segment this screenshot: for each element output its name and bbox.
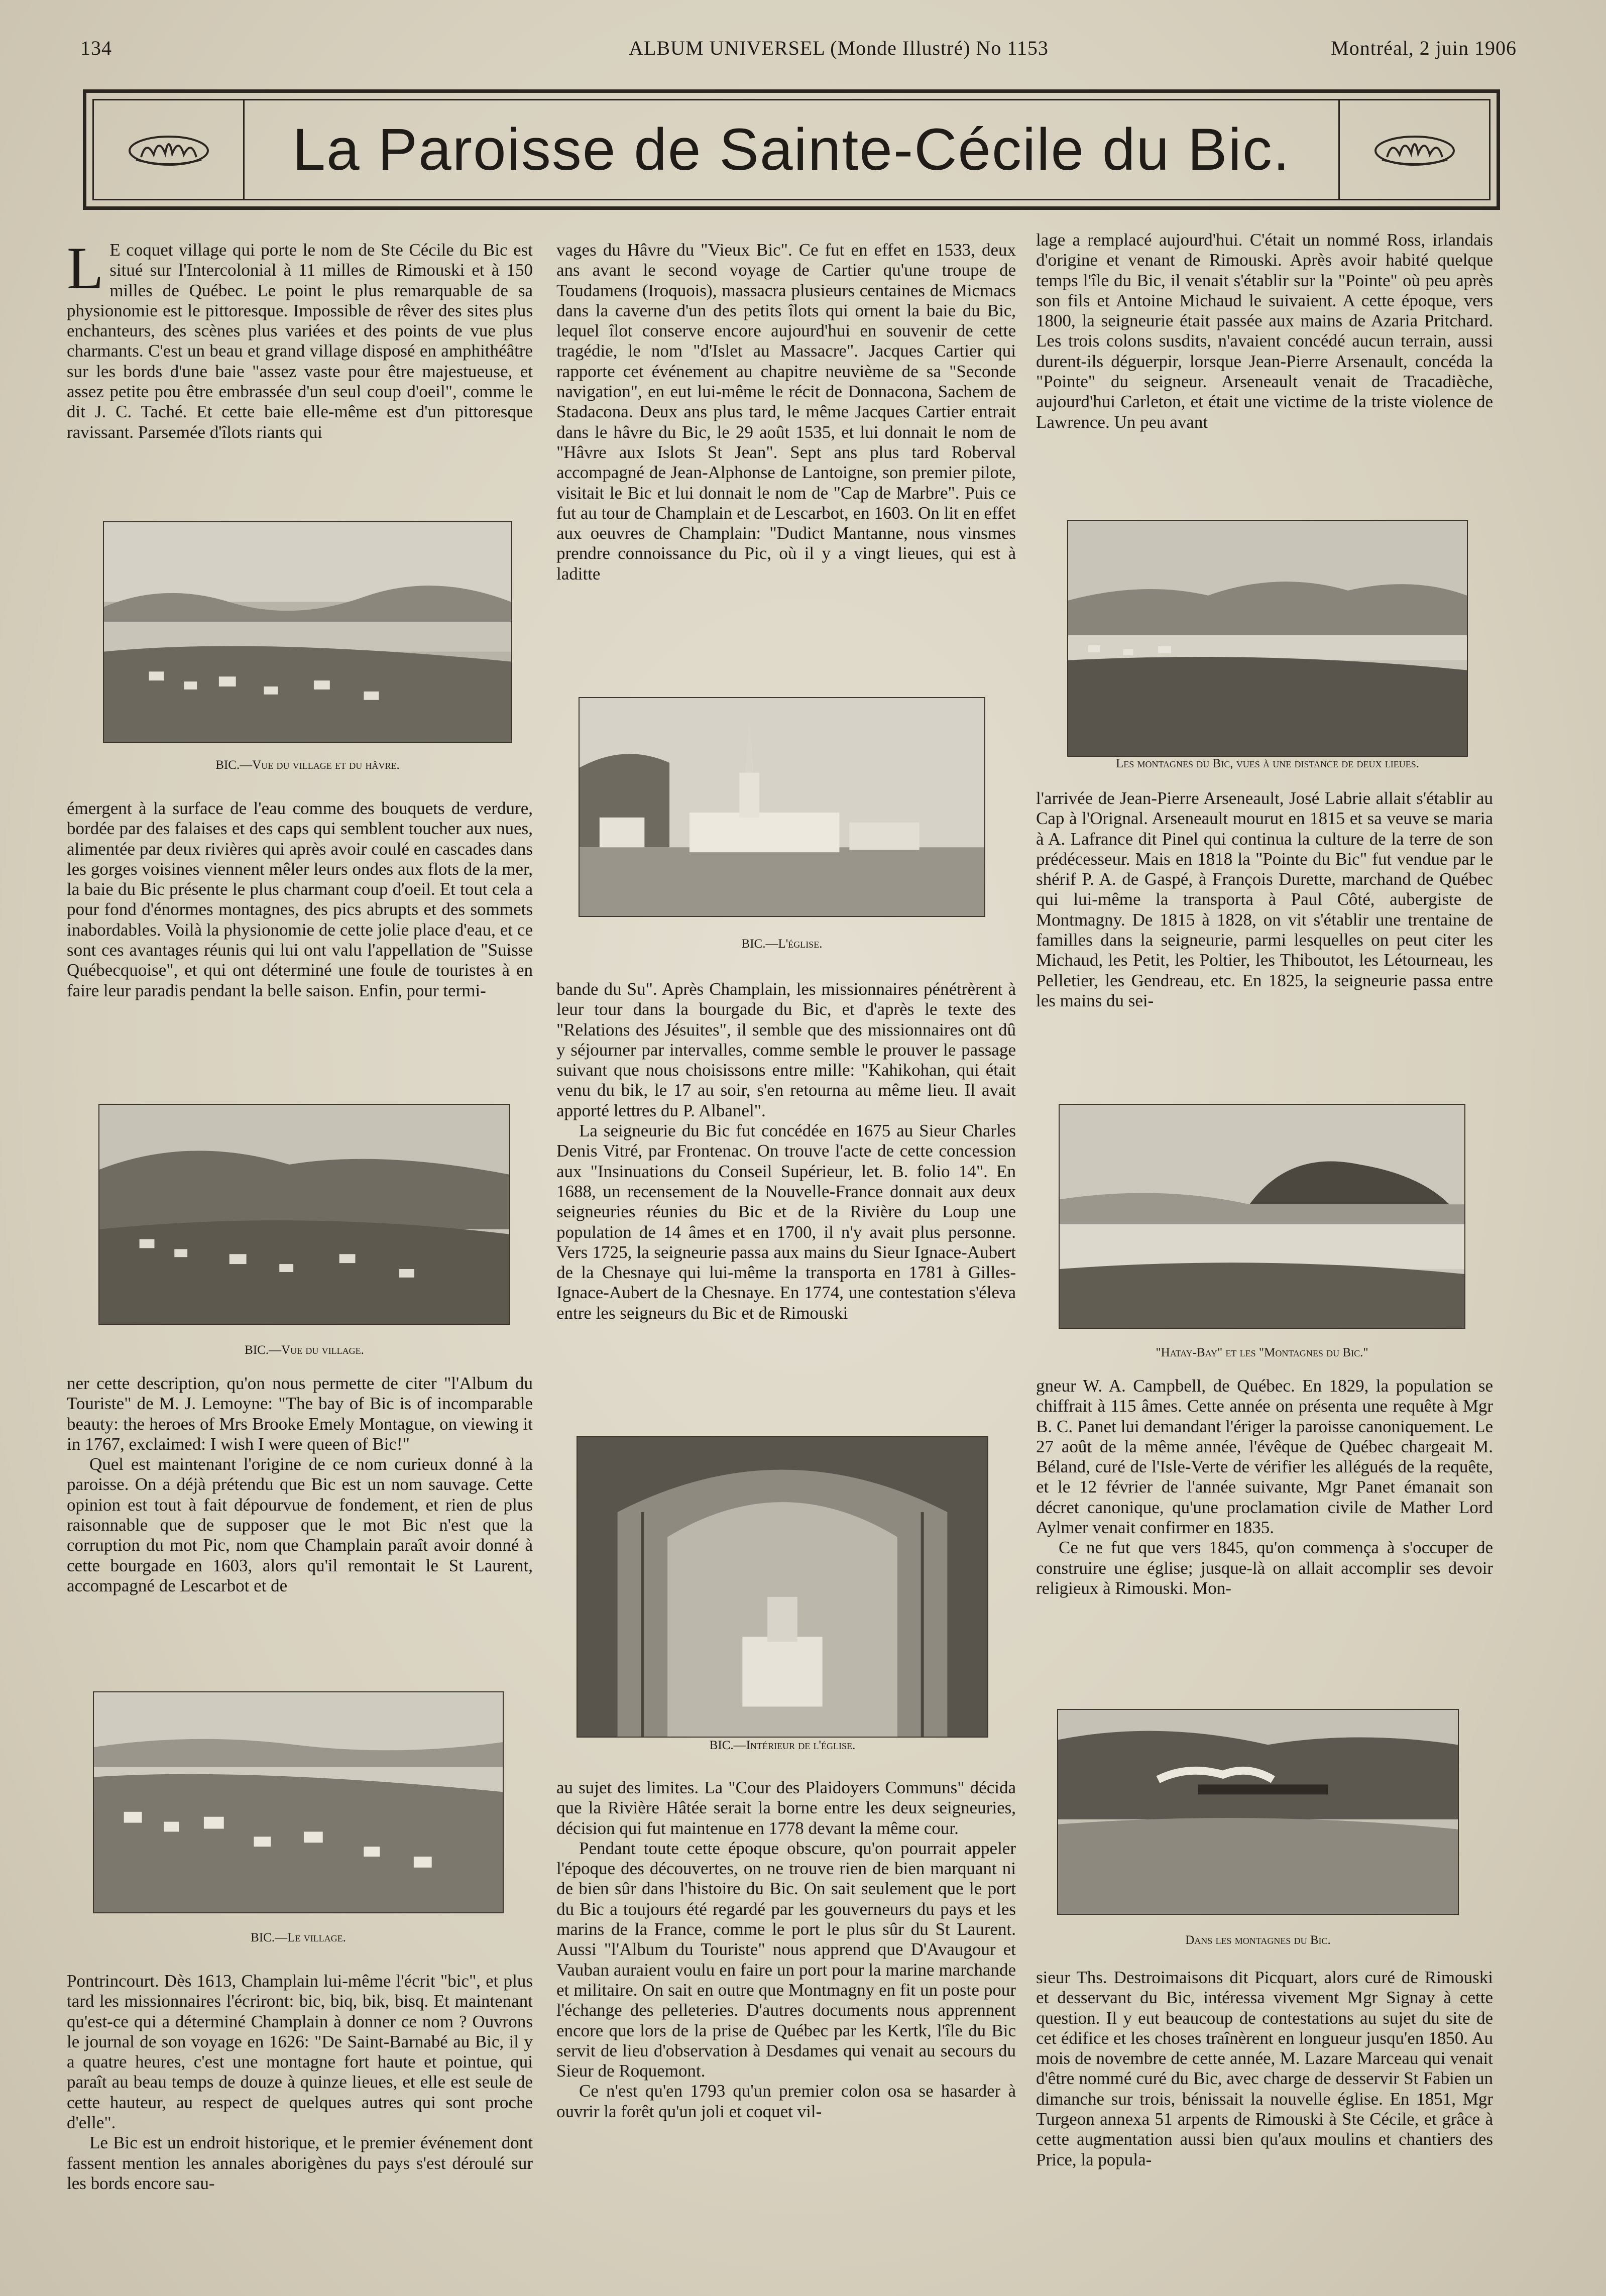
paragraph: E coquet village qui porte le nom de Ste Cécile du Bic est situé sur l'Intercolonial à 11 milles de Rimouski et à 150 milles de Québec. Le point le plus remarquable de sa physionomie est le pittoresque. Impossible de rêver des sites plus enchanteurs, des scènes plus variées et des points de vue plus charmants. C'est un beau et grand village disposé en amphithéâtre sur les bords d'une baie "assez vaste pour être majestueuse, et assez petite pou être embrassée d'un seul coup d'oeil", comme le dit J. C. Taché. Et cette baie elle-même est d'un pittoresque ravissant. Parsemée d'îlots riants qui [67, 240, 533, 442]
column-1-block-2 [67, 798, 533, 1090]
column-2-block-3 [556, 1778, 1016, 2275]
paragraph: Ce n'est qu'en 1793 qu'un premier colon osa se hasarder à ouvrir la forêt qu'un joli et coquet vil- [556, 2081, 1016, 2121]
paragraph: l'arrivée de Jean-Pierre Arseneault, José Labrie allait s'établir au Cap à l'Orignal. Arseneault mourut en 1815 et sa veuve se maria à A. Lafrance dit Pinel qui continua la culture de la terre de son prédécesseur. Mais en 1818 la "Pointe du Bic" fut vendue par le shérif P. A. de Gaspé, à François Durette, marchand de Québec qui lui-même la transporta à Paul Côté, aubergiste de Montmagny. De 1815 à 1828, on vit s'établir une trentaine de familles dans la seigneurie, parmi lesquelles on peut citer les Michaud, les Petit, les Poltier, les Thiboutot, les Létourneau, les Pelletier, les Gendreau, etc. En 1825, la seigneurie passa entre les mains du sei- [1036, 788, 1493, 1010]
issue-date: Montréal, 2 juin 1906 [1331, 37, 1517, 59]
page-number: 134 [80, 37, 112, 59]
column-3-block-1 [1036, 230, 1493, 511]
paragraph: Pendant toute cette époque obscure, qu'on pourrait appeler l'époque des découvertes, on ne trouve rien de bien marquant ni de bien sûr dans l'histoire du Bic. On sait seulement que le port du Bic a toujours été regardé par les gouverneurs du pays et les marins de la France, comme le port le plus sûr du St Laurent. Aussi "l'Album du Touriste" nous apprend que D'Avaugour et Vauban auraient voulu en faire un port pour la marine marchande et militaire. On sait en outre que Montmagny en fit un poste pour l'échange des pelleteries. D'autres documents nous apprennent encore que lors de la prise de Québec par les Kertk, l'île du Bic servit de lieu d'observation à Desdames qui venait au secours du Sieur de Roquemont. [556, 1838, 1016, 2081]
caption: BIC.—Intérieur de l'église. [709, 1739, 856, 1752]
photo-montagnes-distance [1067, 520, 1468, 757]
caption: BIC.—L'église. [741, 937, 823, 951]
paragraph: bande du Su". Après Champlain, les missionnaires pénétrèrent à leur tour dans la bourgade du Bic, et d'après le texte des "Relations des Jésuites", il semble que des missionnaires ont dû y séjourner par intervalles, comme semble le prouver le passage suivant que nous choisissons entre mille: "Kahikohan, qui était venu du bik, le 17 au soir, s'en retourna au même lieu. Il avait apporté lettres du P. Albanel". [556, 979, 1016, 1120]
column-3-block-4 [1036, 1968, 1493, 2279]
paragraph: Ce ne fut que vers 1845, qu'on commença à s'occuper de construire une église; jusque-là on allait accomplir ses devoir religieux à Rimouski. Mon- [1036, 1538, 1493, 1598]
paragraph: gneur W. A. Campbell, de Québec. En 1829, la population se chiffrait à 115 âmes. Cette année on présenta une requête à Mgr B. C. Panet lui demandant l'ériger la paroisse canoniquement. Le 27 août de la même année, l'évêque de Québec chargeait M. Béland, curé de l'Isle-Verte de vérifier les allégués de la requête, et le 12 février de l'année suivante, Mgr Panet émanait son décret canonique, qu'une proclamation civile de Mather Lord Aylmer venait confirmer en 1835. [1036, 1376, 1493, 1538]
paragraph: La seigneurie du Bic fut concédée en 1675 au Sieur Charles Denis Vitré, par Frontenac. On trouve l'acte de cette concession aux "Insinuations du Conseil Supérieur, let. B. folio 14". En 1688, un recensement de la Nouvelle-France donnait aux deux seigneuries réunies du Bic et de la Rivière du Loup une population de 14 âmes et en 1700, il n'y avait plus personne. Vers 1725, la seigneurie passa aux mains du Sieur Ignace-Aubert de la Chesnaye qui lui-même la transporta en 1781 à Gilles-Ignace-Aubert de la Chesnaye. En 1774, une contestation s'éleva entre les seigneurs du Bic et de Rimouski [556, 1121, 1016, 1323]
column-1-block-1 [67, 235, 533, 511]
drop-cap: L [67, 235, 104, 301]
left-ornament [94, 100, 245, 199]
column-2-block-2 [556, 979, 1016, 1421]
photo-church [579, 697, 985, 917]
paragraph: ner cette description, qu'on nous permette de citer "l'Album du Touriste" de M. J. Lemoyne: "The bay of Bic is of incomparable beauty: the heroes of Mrs Brooke Emely Montague, on viewing it in 1767, exclaimed: I wish I were queen of Bic!" [67, 1373, 533, 1454]
caption: BIC.—Le village. [251, 1931, 346, 1944]
paragraph: au sujet des limites. La "Cour des Plaidoyers Communs" décida que la Rivière Hâtée serait la borne entre les deux seigneuries, décision qui fut maintenue en 1778 devant la même cour. [556, 1778, 1016, 1838]
paragraph: émergent à la surface de l'eau comme des bouquets de verdure, bordée par des falaises et des caps qui semblent toucher aux nues, alimentée par deux rivières qui après avoir coulé en cascades dans les gorges voisines viennent mêler leurs ondes aux flots de la mer, la baie du Bic présente le plus charmant coup d'oeil. Et tout cela a pour fond d'énormes montagnes, des pics abrupts et des sommets inabordables. Voilà la physionomie de cette jolie place d'eau, et ce sont ces avantages réunis qui lui ont valu l'appellation de "Suisse Québecquoise", et qui ont déterminé une foule de touristes à en faire leur paradis pendant la belle saison. Enfin, pour termi- [67, 798, 533, 1000]
caption: Les montagnes du Bic, vues à une distance de deux lieues. [1115, 757, 1420, 770]
caption: BIC.—Vue du village. [245, 1343, 364, 1357]
paragraph: lage a remplacé aujourd'hui. C'était un nommé Ross, irlandais d'origine et venant de Rimouski. Après avoir habité quelque temps l'île du Bic, il venait s'établir sur la "Pointe" où peu après son fils et Antoine Michaud le suivaient. A cette époque, vers 1800, la seigneurie était passée aux mains de Azaria Pritchard. Les trois colons susdits, n'avaient concédé aucun terrain, aussi durent-ils déguerpir, lorsque Jean-Pierre Arsenault, concéda la "Pointe" du seigneur. Arseneault venait de Tracadièche, aujourd'hui Carleton, et était une victime de la triste violence de Lawrence. Un peu avant [1036, 230, 1493, 432]
title-frame [83, 89, 1500, 210]
column-2-block-1 [556, 240, 1016, 682]
photo-village-view [98, 1104, 510, 1325]
photo-hatay-bay [1059, 1104, 1465, 1329]
paragraph: Le Bic est un endroit historique, et le premier événement dont fassent mention les annales aborigènes du pays s'est déroulé sur les bords encore sau- [67, 2133, 533, 2193]
caption: BIC.—Vue du village et du hâvre. [215, 758, 400, 772]
right-ornament [1338, 100, 1489, 199]
lotus-ornament-icon [126, 130, 211, 170]
lotus-ornament-icon [1372, 130, 1457, 170]
column-1-block-4 [67, 1971, 533, 2277]
paragraph: Quel est maintenant l'origine de ce nom curieux donné à la paroisse. On a déjà prétendu que Bic est un nom sauvage. Cette opinion est tout à fait dépourvue de fondement, et rien de plus raisonnable que de supposer que le mot Bic n'est que la corruption du mot Pic, nom que Champlain paraît avoir donné à cette bourgade en 1603, alors qu'il remontait le St Laurent, accompagné de Lescarbot et de [67, 1454, 533, 1595]
column-3-block-2 [1036, 788, 1493, 1090]
running-head [80, 31, 1517, 61]
column-1-block-3 [67, 1373, 533, 1675]
photo-village-harbour [103, 521, 512, 743]
photo-le-village [93, 1691, 504, 1913]
paragraph: sieur Ths. Destroimaisons dit Picquart, alors curé de Rimouski et desservant du Bic, intéressa vivement Mgr Signay à cette question. Il y eut beaucoup de contestations au sujet du site de cet édifice et les choses traînèrent en longueur jusqu'en 1850. Au mois de novembre de cette année, M. Lazare Marceau qui venait d'être nommé curé du Bic, avec charge de desservir St Fabien un dimanche sur trois, bénissait la nouvelle église. En 1851, Mgr Turgeon annexa 51 arpents de Rimouski à Ste Cécile, et grâce à cette augmentation aussi bien qu'aux moulins et chantiers des Price, la popula- [1036, 1968, 1493, 2169]
title-inner-border [92, 99, 1490, 200]
paragraph: Pontrincourt. Dès 1613, Champlain lui-même l'écrit "bic", et plus tard les missionnaires l'écriront: bic, biq, bik, bisq. Et maintenant qu'est-ce qui a déterminé Champlain à donner ce nom ? Ouvrons le journal de son voyage en 1626: "De Saint-Barnabé au Bic, il y a quatre heures, c'est une montagne fort haute et pointue, qui paraît au beau temps de douze à quinze lieues, et elle est seule de cette hauteur, au respect de quelques autres qui sont proche d'elle". [67, 1971, 533, 2133]
publication-title: ALBUM UNIVERSEL (Monde Illustré) No 1153 [629, 37, 1049, 59]
caption: Dans les montagnes du Bic. [1185, 1933, 1331, 1947]
paragraph: vages du Hâvre du "Vieux Bic". Ce fut en effet en 1533, deux ans avant le second voyage de Cartier qu'une troupe de Toudamens (Iroquois), massacra plusieurs centaines de Micmacs dans la caverne d'un des petits îlots qui ornent la baie du Bic, lequel îlot conserve encore aujourd'hui en souvenir de cette tragédie, le nom "d'Islet au Massacre". Jacques Cartier qui rapporte cet événement au chapitre neuvième de sa "Seconde navigation", en eut lui-même le récit de Donnacona, Sachem de Stadacona. Deux ans plus tard, le même Jacques Cartier entrait dans le hâvre du Bic, le 29 août 1535, et lui donnait le nom de "Hâvre aux Islots St Jean". Sept ans plus tard Roberval accompagné de Jean-Alphonse de Lantoigne, son premier pilote, visitait le Bic et lui donnait le nom de "Cap de Marbre". Puis ce fut au tour de Champlain et de Lescarbot, en 1603. On lit en effet aux oeuvres de Champlain: "Dudict Mantanne, nous vinsmes prendre connoissance du Pic, où il y a vingt lieues, qui est à laditte [556, 240, 1016, 584]
column-3-block-3 [1036, 1376, 1493, 1692]
caption: "Hatay-Bay" et les "Montagnes du Bic." [1156, 1346, 1368, 1359]
photo-dans-les-montagnes [1057, 1709, 1459, 1915]
photo-church-interior [577, 1436, 988, 1738]
article-title: La Paroisse de Sainte-Cécile du Bic. [292, 117, 1291, 183]
